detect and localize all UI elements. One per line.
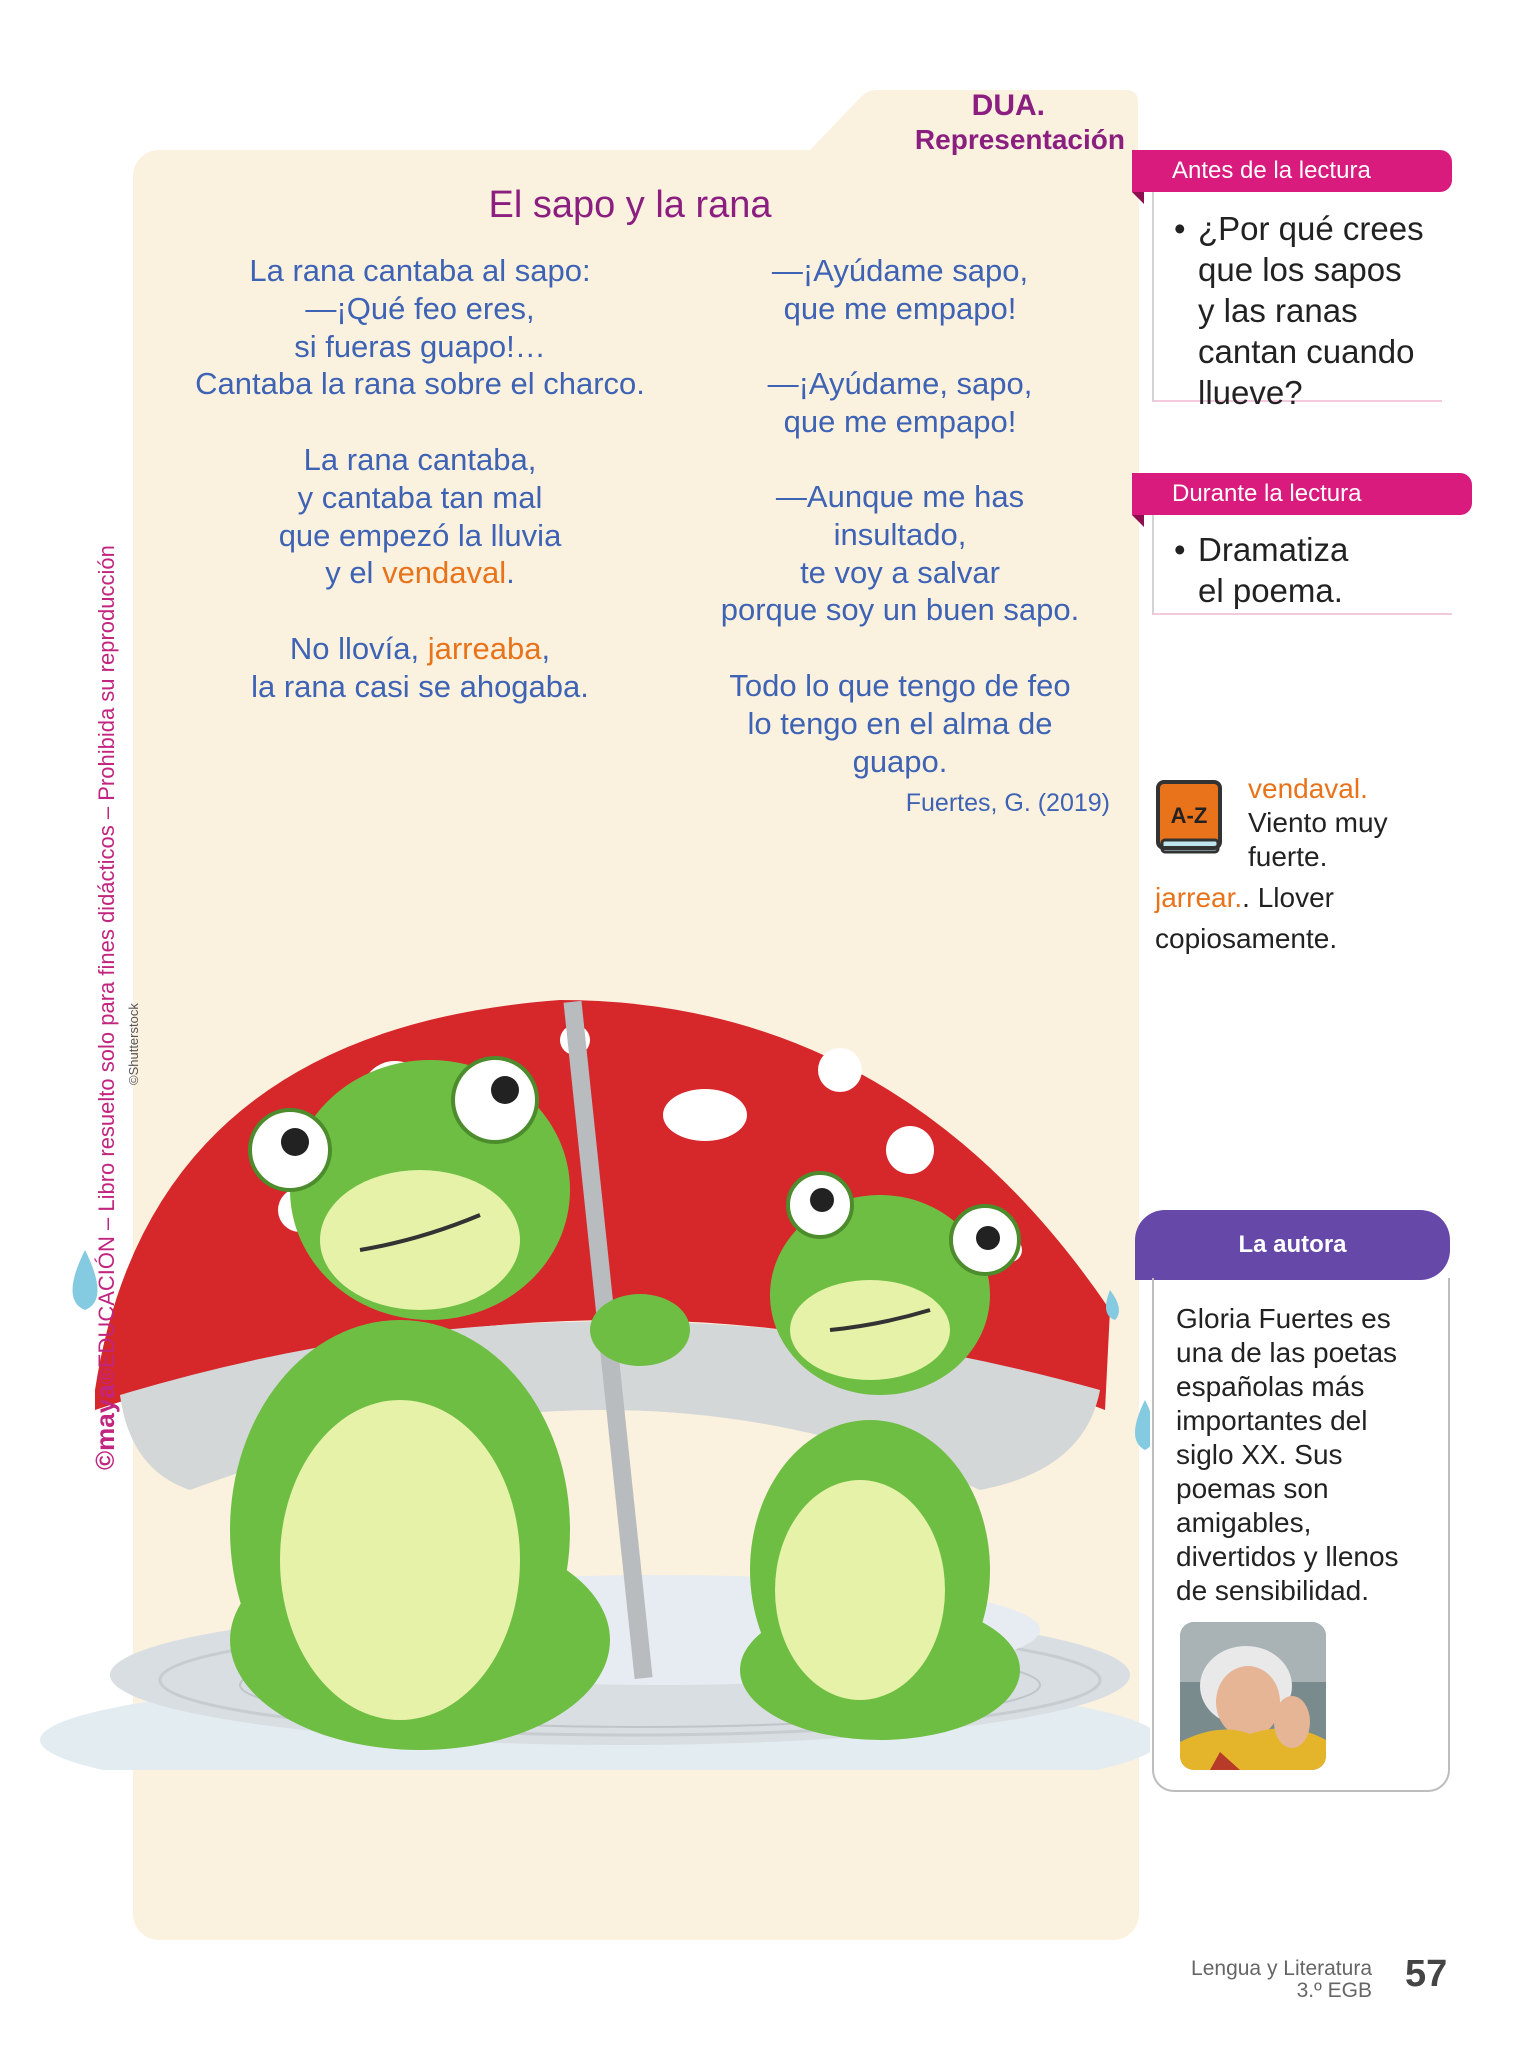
poem-stanza-right-4 — [690, 667, 1110, 780]
poem-line: que empezó la lluvia — [278, 517, 562, 553]
glossary-word: vendaval. — [1248, 773, 1368, 804]
copyright-notice: ©maya®EDUCACIÓN – Libro resuelto solo para fines didácticos – Prohibida su reproducción — [90, 545, 120, 1470]
poem-line: insultado, — [833, 516, 967, 552]
glossary-word: jarrear. — [1155, 882, 1243, 913]
poem-line: —¡Ayúdame, sapo, — [767, 366, 1033, 401]
glossary-definition: Viento muy — [1248, 807, 1388, 838]
autora-bio: Gloria Fuertes es una de las poetas españolas más importantes del siglo XX. Sus poemas son amigables, divertidos y llenos de sensibilidad. — [1176, 1303, 1399, 1606]
poem-line: que me empapo! — [783, 290, 1017, 326]
antes-question: • ¿Por qué crees que los sapos y las ranas cantan cuando llueve? — [1174, 210, 1424, 411]
dua-subtitle: Representación — [914, 124, 1125, 155]
poem-stanza-left-2 — [140, 441, 700, 592]
svg-text:A-Z: A-Z — [1170, 803, 1208, 828]
poem-line: lo tengo en el alma de — [747, 705, 1053, 741]
glossary-definition: copiosamente. — [1155, 923, 1338, 954]
poem-line: Todo lo que tengo de feo — [729, 668, 1071, 703]
tag-la-autora: La autora — [1135, 1210, 1450, 1280]
poem-citation: Fuertes, G. (2019) — [905, 789, 1110, 817]
poem-line: y el vendaval. — [325, 555, 515, 591]
tag-durante-lectura: Durante la lectura — [1132, 473, 1472, 515]
glossary-definition: fuerte. — [1248, 841, 1328, 872]
tag-antes-lectura: Antes de la lectura — [1132, 150, 1452, 192]
poem-title: El sapo y la rana — [488, 184, 772, 226]
poem-line: que me empapo! — [783, 403, 1017, 439]
frogs-mushroom-illustration — [0, 770, 1150, 1770]
glossary-entry-vendaval — [1248, 772, 1448, 874]
durante-lectura-box — [1152, 515, 1452, 615]
antes-lectura-box — [1152, 192, 1442, 411]
poem-line: La rana cantaba al sapo: — [249, 253, 591, 288]
dua-title: DUA. — [971, 89, 1045, 122]
poem-line: —¡Qué feo eres, — [305, 290, 535, 326]
poem-line: la rana casi se ahogaba. — [251, 668, 589, 704]
dua-label — [800, 88, 1125, 156]
poem-stanza-right-1 — [690, 252, 1110, 328]
poem-line: si fueras guapo!… — [294, 328, 546, 364]
poem-stanza-right-3 — [690, 478, 1110, 629]
vocab-word-vendaval: vendaval — [382, 555, 507, 591]
footer-subject: Lengua y Literatura 3.º EGB — [1191, 1957, 1372, 2002]
vocab-word-jarreaba: jarreaba — [427, 631, 542, 666]
page-number: 57 — [1405, 1953, 1448, 1995]
photo-credit: ©Shutterstock — [126, 1003, 141, 1085]
poem-line: porque soy un buen sapo. — [720, 592, 1080, 628]
poem-line: La rana cantaba, — [303, 442, 537, 477]
poem-line: te voy a salvar — [800, 554, 1000, 590]
durante-instruction: • Dramatiza el poema. — [1174, 531, 1349, 609]
poem-stanza-right-2 — [690, 365, 1110, 441]
glossary-entry-jarrear — [1155, 880, 1455, 957]
author-photo — [1180, 1622, 1326, 1770]
poem-line: y cantaba tan mal — [297, 479, 543, 515]
poem-stanza-left-3 — [140, 630, 700, 706]
poem-line: —Aunque me has — [775, 479, 1025, 514]
glossary-definition: . Llover — [1242, 882, 1334, 913]
poem-line: No llovía, jarreaba, — [289, 631, 551, 666]
poem-line: guapo. — [852, 743, 948, 779]
poem-line: —¡Ayúdame sapo, — [771, 253, 1029, 288]
dictionary-icon — [1152, 778, 1232, 860]
poem-line: Cantaba la rana sobre el charco. — [195, 366, 645, 402]
poem-stanza-left-1 — [140, 252, 700, 403]
